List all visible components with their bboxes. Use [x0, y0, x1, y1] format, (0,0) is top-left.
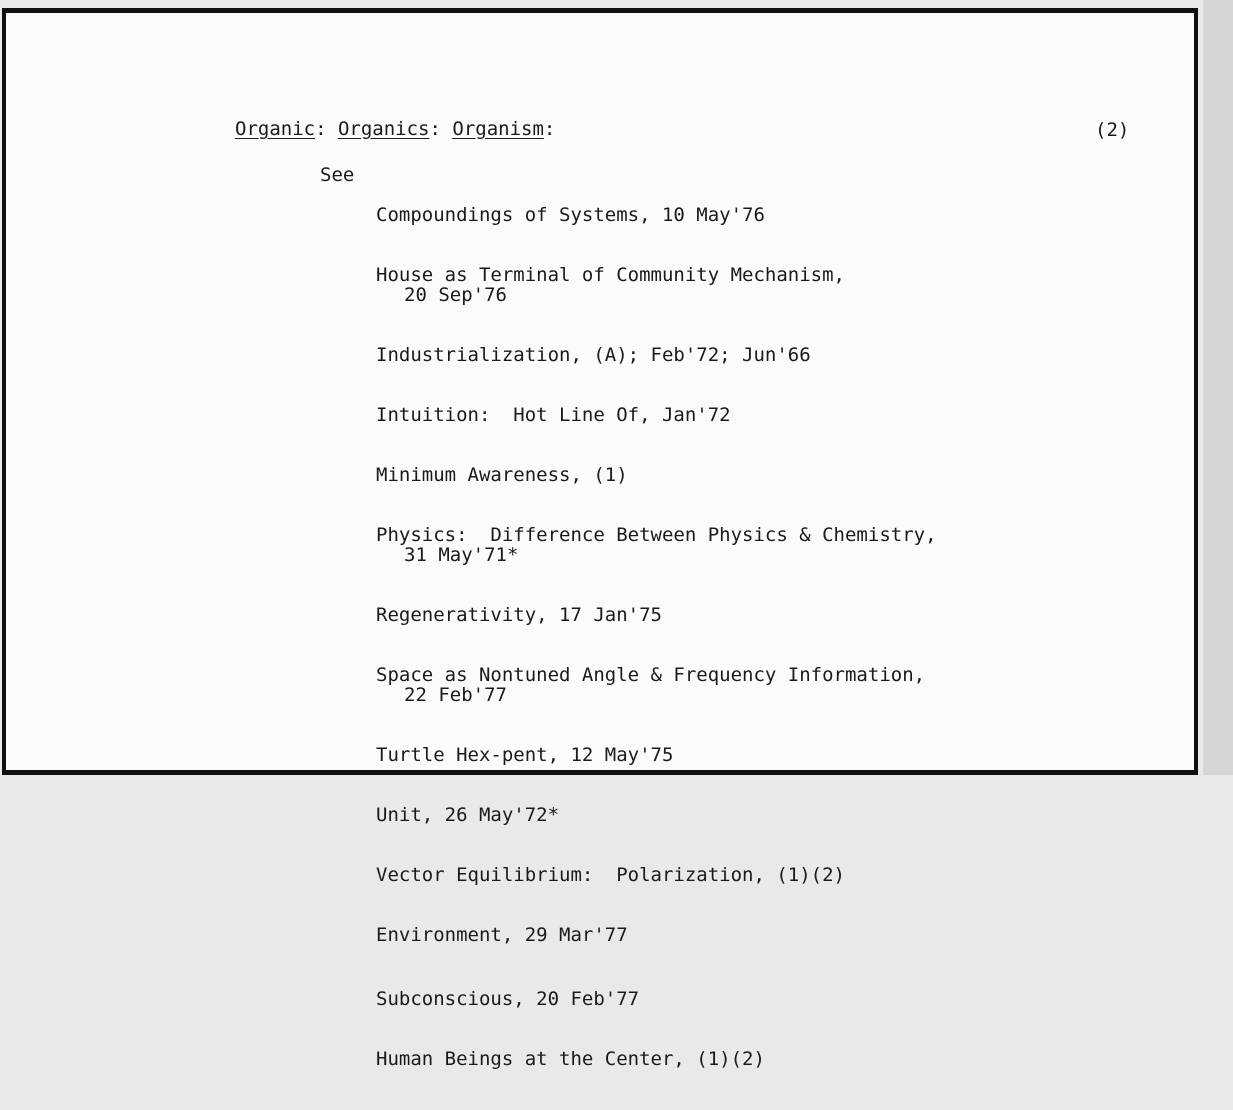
heading-term-organism: Organism — [452, 118, 544, 140]
entry-text: Subconscious, 20 Feb'77 — [376, 988, 640, 1010]
entry-text: Vector Equilibrium: Polarization, (1)(2) — [376, 864, 845, 886]
entry-continuation: 20 Sep'76 — [404, 284, 507, 306]
entry-continuation: 22 Feb'77 — [404, 684, 507, 706]
heading-separator: : — [315, 118, 338, 140]
cross-reference-entry — [376, 605, 937, 625]
entry-text: Environment, 29 Mar'77 — [376, 924, 628, 946]
entry-text: Regenerativity, 17 Jan'75 — [376, 604, 662, 626]
entry-text: Turtle Hex-pent, 12 May'75 — [376, 744, 674, 766]
cross-reference-entry — [376, 1049, 937, 1069]
entry-text: Minimum Awareness, (1) — [376, 464, 628, 486]
cross-reference-entry — [376, 205, 937, 225]
card-heading — [235, 119, 555, 139]
entry-text: Human Beings at the Center, (1)(2) — [376, 1048, 765, 1070]
cross-reference-list — [376, 165, 937, 1109]
entry-text: Industrialization, (A); Feb'72; Jun'66 — [376, 344, 811, 366]
entry-text: Space as Nontuned Angle & Frequency Information, — [376, 664, 926, 686]
heading-term-organics: Organics — [337, 118, 430, 140]
heading-separator: : — [543, 118, 556, 140]
entry-text: Unit, 26 May'72* — [376, 804, 560, 826]
cross-reference-entry — [376, 989, 937, 1009]
heading-term-organic: Organic — [235, 118, 316, 140]
card-page-number: (2) — [1095, 119, 1130, 141]
cross-reference-entry — [376, 345, 937, 365]
cross-reference-entry — [376, 805, 937, 825]
index-card — [2, 8, 1198, 1070]
cross-reference-entry — [376, 745, 937, 765]
scan-edge — [1203, 0, 1233, 775]
cross-reference-entry — [376, 405, 937, 425]
cross-reference-entry — [376, 465, 937, 485]
cross-reference-entry — [376, 525, 937, 565]
entry-continuation: 31 May'71* — [404, 544, 519, 566]
heading-separator: : — [429, 118, 453, 140]
cross-reference-entry — [376, 925, 937, 945]
entry-text: House as Terminal of Community Mechanism, — [376, 264, 845, 286]
cross-reference-entry — [376, 665, 937, 705]
cross-reference-entry — [376, 865, 937, 885]
see-label: See — [320, 164, 355, 186]
entry-text: Physics: Difference Between Physics & Chemistry, — [376, 524, 937, 546]
cross-reference-entry — [376, 265, 937, 305]
entry-text: Compoundings of Systems, 10 May'76 — [376, 204, 765, 226]
entry-text: Intuition: Hot Line Of, Jan'72 — [376, 404, 731, 426]
